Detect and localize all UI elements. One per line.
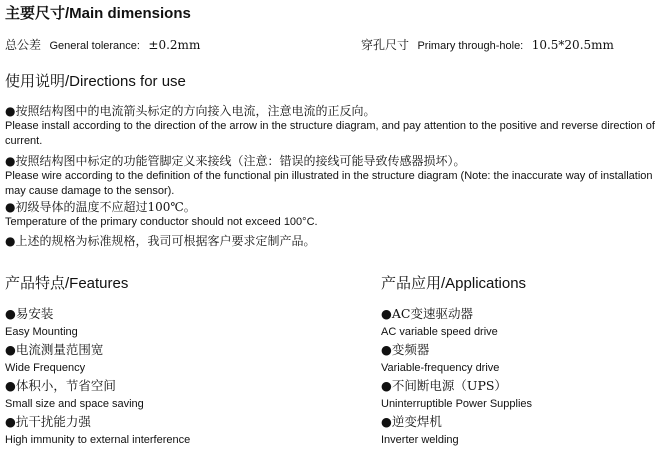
feature-item-2-cn: ●电流测量范围宽 (5, 342, 104, 357)
tolerance-label-cn: 总公差 (5, 38, 42, 52)
directions-item-2 (5, 154, 663, 199)
directions-item-2-cn: ●按照结构图中标定的功能管脚定义来接线（注意：错误的接线可能导致传感器损坏）。 (5, 154, 466, 168)
tolerance-value: ±0.2mm (148, 38, 201, 52)
directions-item-3-cn: ●初级导体的温度不应超过100℃。 (5, 200, 196, 214)
applications-list (381, 305, 532, 449)
directions-item-1-en: Please install according to the direction of the arrow in the structure diagram, and pay attention to the positive and reverse direction of current. (5, 120, 655, 147)
directions-item-1 (5, 104, 663, 149)
feature-item-1-en: Easy Mounting (5, 326, 78, 338)
features-list (5, 305, 190, 449)
feature-item-4-cn: ●抗干扰能力强 (5, 414, 91, 429)
application-item-2-cn: ●变频器 (381, 342, 430, 357)
directions-item-2-en: Please wire according to the definition of the functional pin illustrated in the structure diagram (Note: the inaccurate way of installation may cause damage to the sensor). (5, 170, 653, 197)
directions-item-1-cn: ●按照结构图中的电流箭头标定的方向接入电流，注意电流的正反向。 (5, 104, 376, 118)
feature-item-3-en: Small size and space saving (5, 398, 144, 410)
directions-heading: 使用说明/Directions for use (5, 73, 186, 90)
general-tolerance (5, 36, 200, 54)
feature-item-1-cn: ●易安装 (5, 306, 54, 321)
application-item-1-en: AC variable speed drive (381, 326, 498, 338)
application-item-4-cn: ●逆变焊机 (381, 414, 442, 429)
application-item-3-cn: ●不间断电源（UPS） (381, 378, 507, 393)
through-hole-label-en: Primary through-hole: (417, 40, 524, 52)
features-heading: 产品特点/Features (5, 275, 129, 292)
application-item-3-en: Uninterruptible Power Supplies (381, 398, 533, 410)
feature-item-3-cn: ●体积小，节省空间 (5, 378, 116, 393)
through-hole-value: 10.5*20.5mm (531, 38, 614, 52)
directions-item-4 (5, 234, 663, 249)
main-dimensions-heading: 主要尺寸/Main dimensions (5, 5, 191, 22)
application-item-1-cn: ●AC变速驱动器 (381, 306, 473, 321)
application-item-2-en: Variable-frequency drive (381, 362, 500, 374)
application-item-4-en: Inverter welding (381, 434, 459, 446)
tolerance-label-en: General tolerance: (49, 40, 140, 52)
applications-heading: 产品应用/Applications (381, 275, 527, 292)
primary-through-hole (361, 36, 614, 54)
directions-item-3 (5, 200, 663, 230)
directions-item-4-cn: ●上述的规格为标准规格，我司可根据客户要求定制产品。 (5, 234, 316, 248)
feature-item-2-en: Wide Frequency (5, 362, 86, 374)
through-hole-label-cn: 穿孔尺寸 (361, 38, 410, 52)
directions-item-3-en: Temperature of the primary conductor should not exceed 100°C. (5, 216, 318, 228)
feature-item-4-en: High immunity to external interference (5, 434, 191, 446)
